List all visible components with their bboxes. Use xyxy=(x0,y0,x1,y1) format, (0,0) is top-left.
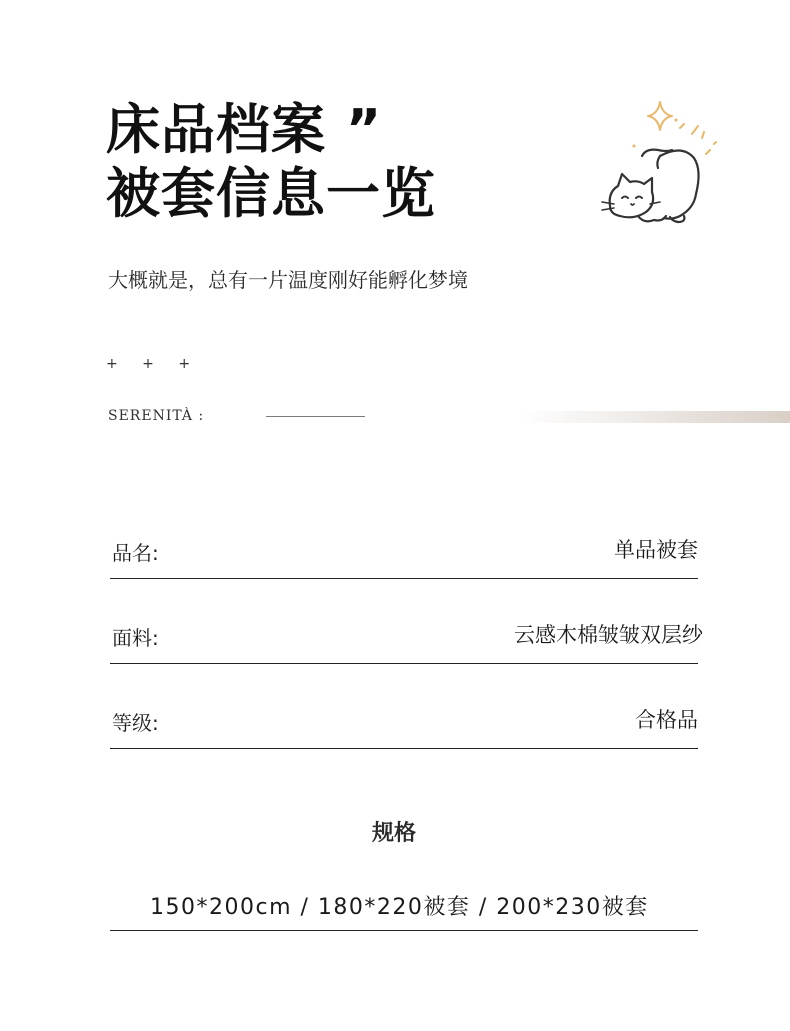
info-label: 等级: xyxy=(112,711,159,735)
brand-text: SERENITÀ : xyxy=(108,408,205,424)
info-label: 品名: xyxy=(112,541,159,565)
spec-row xyxy=(110,880,698,931)
subtitle: 大概就是，总有一片温度刚好能孵化梦境 xyxy=(108,268,468,292)
info-label: 面料: xyxy=(112,626,159,650)
title-line-2: 被套信息一览 xyxy=(106,162,436,225)
page-title xyxy=(106,98,436,226)
spec-heading-text: 规格 xyxy=(371,821,416,846)
info-value: 云感木棉皱皱双层纱 xyxy=(514,623,703,647)
spec-heading xyxy=(0,816,790,847)
info-value: 单品被套 xyxy=(614,538,698,562)
spec-value: 150*200cm / 180*220被套 / 200*230被套 xyxy=(150,895,649,920)
info-row-product-name xyxy=(110,538,698,579)
title-line-1: 床品档案 ” xyxy=(106,98,383,161)
info-row-grade xyxy=(110,708,698,749)
info-row-fabric xyxy=(110,623,703,664)
gradient-bar xyxy=(520,411,790,423)
info-value: 合格品 xyxy=(635,708,698,732)
plus-marks: + + + xyxy=(106,356,201,372)
decorative-divider xyxy=(266,416,365,417)
cat-with-sparkles-icon xyxy=(598,98,730,230)
